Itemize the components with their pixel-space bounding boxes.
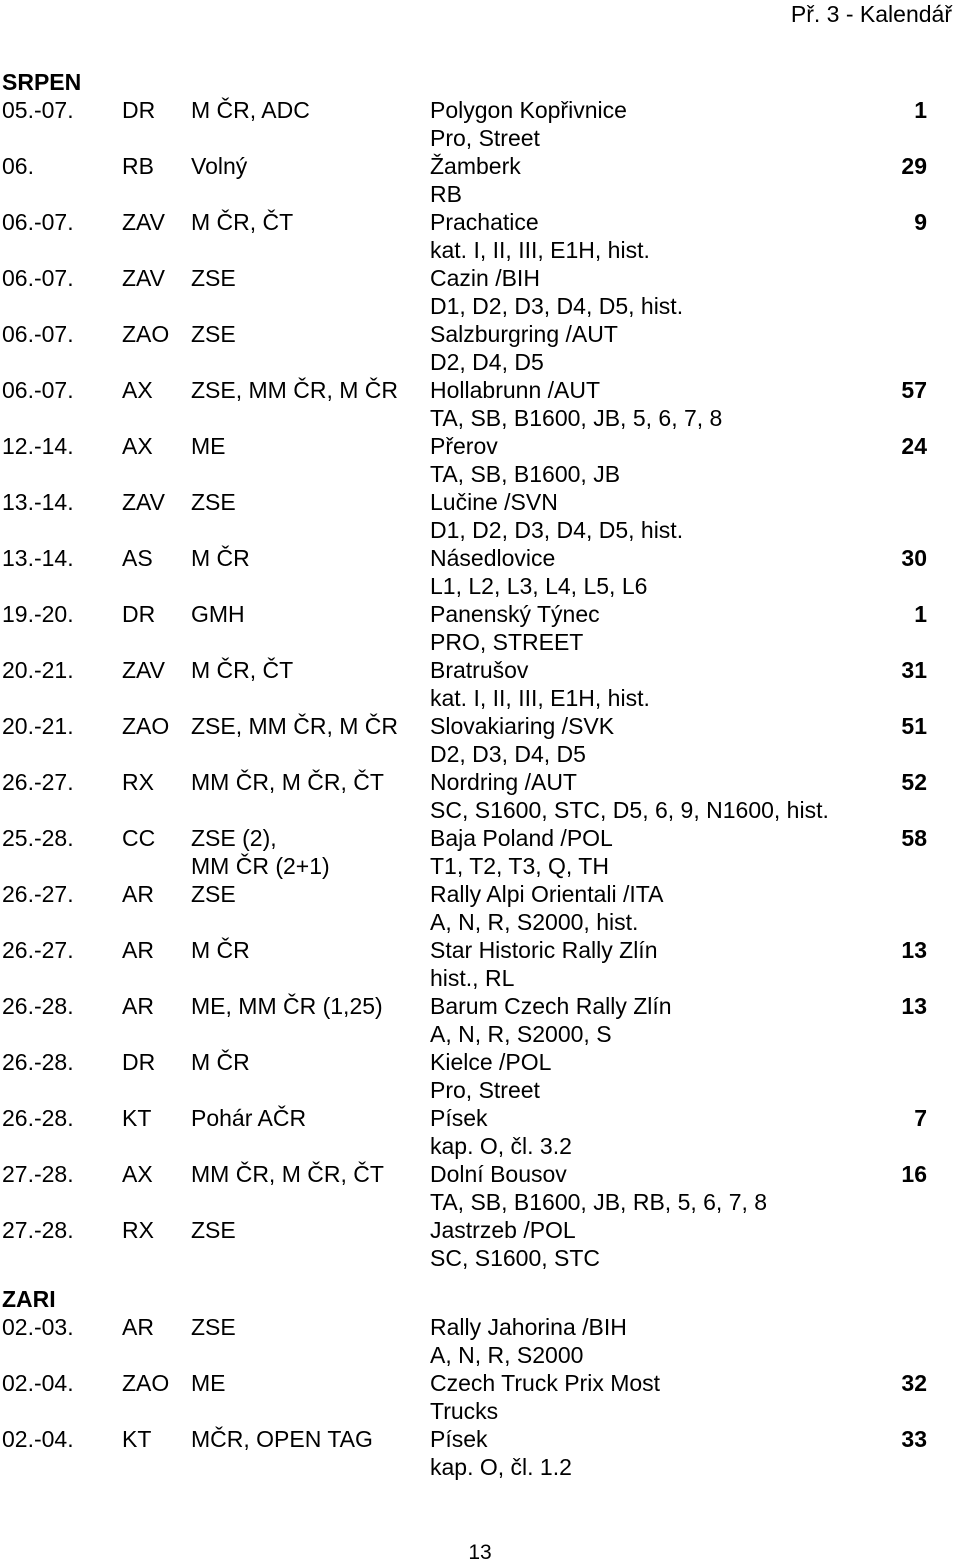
entry-location: Panenský Týnec [430, 601, 600, 627]
entry-location: Rally Jahorina /BIH [430, 1314, 627, 1340]
entry-category: ZSE [191, 1314, 236, 1340]
entry-location: Barum Czech Rally Zlín [430, 993, 672, 1019]
calendar-entry [0, 1160, 960, 1216]
entry-number: 57 [901, 377, 927, 403]
entry-location: Kielce /POL [430, 1049, 552, 1075]
entry-classes: RB [430, 181, 462, 207]
entry-number: 1 [914, 601, 927, 627]
calendar-entry [0, 1369, 960, 1425]
entry-location: Star Historic Rally Zlín [430, 937, 658, 963]
entry-location: Nordring /AUT [430, 769, 577, 795]
entry-location: Salzburgring /AUT [430, 321, 618, 347]
entry-type: ZAV [122, 657, 166, 683]
entry-date: 06.-07. [2, 209, 74, 235]
entry-number: 32 [901, 1370, 927, 1396]
entry-number: 24 [901, 433, 927, 459]
entry-type: AR [122, 937, 154, 963]
calendar-entry [0, 768, 960, 824]
entry-number: 33 [901, 1426, 927, 1452]
entry-category: ZSE, MM ČR, M ČR [191, 713, 398, 739]
entry-date: 26.-27. [2, 881, 74, 907]
entry-type: CC [122, 825, 156, 851]
entry-date: 06.-07. [2, 377, 74, 403]
entry-category: Volný [191, 153, 248, 179]
entry-type: KT [122, 1105, 152, 1131]
entry-location: Žamberk [430, 153, 521, 179]
entry-number: 51 [901, 713, 927, 739]
entry-category: ZSE, MM ČR, M ČR [191, 377, 398, 403]
entry-number: 13 [901, 993, 927, 1019]
entry-category: M ČR, ČT [191, 209, 294, 235]
entry-classes: L1, L2, L3, L4, L5, L6 [430, 573, 648, 599]
entry-classes: A, N, R, S2000 [430, 1342, 584, 1368]
entry-date: 20.-21. [2, 713, 74, 739]
entry-date: 26.-28. [2, 1105, 74, 1131]
entry-classes: kat. I, II, III, E1H, hist. [430, 237, 650, 263]
entry-number: 7 [914, 1105, 927, 1131]
entry-location: Prachatice [430, 209, 539, 235]
calendar-entry [0, 824, 960, 880]
entry-number: 31 [901, 657, 927, 683]
entry-classes: TA, SB, B1600, JB, RB, 5, 6, 7, 8 [430, 1189, 768, 1215]
entry-type: DR [122, 1049, 156, 1075]
calendar-entry [0, 152, 960, 208]
entry-date: 02.-03. [2, 1314, 74, 1340]
entry-category: MM ČR, M ČR, ČT [191, 769, 384, 795]
entry-number: 29 [901, 153, 927, 179]
calendar-entry [0, 936, 960, 992]
calendar-entry [0, 880, 960, 936]
calendar-entry [0, 432, 960, 488]
entry-type: ZAO [122, 321, 170, 347]
entry-type: ZAV [122, 265, 166, 291]
entry-date: 12.-14. [2, 433, 74, 459]
entry-classes: SC, S1600, STC, D5, 6, 9, N1600, hist. [430, 797, 829, 823]
entry-date: 02.-04. [2, 1370, 74, 1396]
entry-location: Přerov [430, 433, 498, 459]
month-heading: SRPEN [2, 69, 82, 95]
calendar-entry [0, 712, 960, 768]
entry-location: Baja Poland /POL [430, 825, 613, 851]
section-gap [0, 1272, 960, 1285]
entry-category: ZSE [191, 265, 236, 291]
calendar-entry [0, 208, 960, 264]
entry-date: 26.-28. [2, 1049, 74, 1075]
entry-category: Pohár AČR [191, 1105, 307, 1131]
entry-location: Hollabrunn /AUT [430, 377, 601, 403]
entry-location: Slovakiaring /SVK [430, 713, 615, 739]
calendar-entry [0, 992, 960, 1048]
entry-type: ZAO [122, 713, 170, 739]
entry-classes: A, N, R, S2000, hist. [430, 909, 639, 935]
entry-category: MČR, OPEN TAG [191, 1426, 373, 1452]
calendar-entry [0, 1048, 960, 1104]
entry-category: ZSE (2), [191, 825, 277, 851]
entry-number: 1 [914, 97, 927, 123]
entry-type: RB [122, 153, 154, 179]
entry-location: Písek [430, 1426, 488, 1452]
entry-classes: kap. O, čl. 3.2 [430, 1133, 572, 1159]
entry-category: ME, MM ČR (1,25) [191, 993, 383, 1019]
calendar-entry [0, 376, 960, 432]
entry-number: 52 [901, 769, 927, 795]
page-header-title: Př. 3 - Kalendář [790, 1, 952, 27]
entry-type: RX [122, 769, 154, 795]
entry-category: ZSE [191, 321, 236, 347]
entry-date: 19.-20. [2, 601, 74, 627]
page-number: 13 [468, 1541, 492, 1564]
entry-category: M ČR, ADC [191, 97, 310, 123]
calendar-entry [0, 320, 960, 376]
entry-date: 05.-07. [2, 97, 74, 123]
entry-date: 13.-14. [2, 545, 74, 571]
entry-type: KT [122, 1426, 152, 1452]
entry-category: ZSE [191, 489, 236, 515]
calendar-entry [0, 264, 960, 320]
entry-location: Czech Truck Prix Most [430, 1370, 661, 1396]
entry-classes: D2, D3, D4, D5 [430, 741, 586, 767]
entry-type: AX [122, 433, 153, 459]
entry-date: 26.-27. [2, 769, 74, 795]
entry-classes: Pro, Street [430, 125, 540, 151]
entry-date: 25.-28. [2, 825, 74, 851]
entry-classes: TA, SB, B1600, JB, 5, 6, 7, 8 [430, 405, 723, 431]
entry-number: 9 [914, 209, 927, 235]
entry-location: Bratrušov [430, 657, 529, 683]
entry-date: 06. [2, 153, 34, 179]
entry-date: 06.-07. [2, 265, 74, 291]
entry-classes: D1, D2, D3, D4, D5, hist. [430, 517, 684, 543]
entry-date: 06.-07. [2, 321, 74, 347]
entry-type: AR [122, 993, 154, 1019]
entry-type: AX [122, 377, 153, 403]
entry-location: Polygon Kopřivnice [430, 97, 627, 123]
calendar-entry [0, 488, 960, 544]
entry-location: Jastrzeb /POL [430, 1217, 576, 1243]
entry-location: Rally Alpi Orientali /ITA [430, 881, 664, 907]
entry-classes: TA, SB, B1600, JB [430, 461, 621, 487]
entry-category: M ČR [191, 545, 250, 571]
entry-date: 13.-14. [2, 489, 74, 515]
entry-number: 58 [901, 825, 927, 851]
entry-location: Násedlovice [430, 545, 556, 571]
entry-category: M ČR [191, 1049, 250, 1075]
entry-date: 27.-28. [2, 1161, 74, 1187]
entry-category: M ČR [191, 937, 250, 963]
entry-category-continued: MM ČR (2+1) [191, 853, 330, 879]
entry-location: Písek [430, 1105, 488, 1131]
calendar-entry [0, 1216, 960, 1272]
entry-classes: PRO, STREET [430, 629, 584, 655]
calendar-entry [0, 1313, 960, 1369]
entry-category: ME [191, 1370, 226, 1396]
entry-number: 13 [901, 937, 927, 963]
entry-type: RX [122, 1217, 154, 1243]
entry-date: 02.-04. [2, 1426, 74, 1452]
entry-classes: A, N, R, S2000, S [430, 1021, 612, 1047]
entry-date: 26.-28. [2, 993, 74, 1019]
entry-classes: kap. O, čl. 1.2 [430, 1454, 572, 1480]
entry-location: Dolní Bousov [430, 1161, 567, 1187]
entry-category: M ČR, ČT [191, 657, 294, 683]
entry-type: DR [122, 97, 156, 123]
calendar-entry [0, 1425, 960, 1481]
entry-date: 27.-28. [2, 1217, 74, 1243]
entry-classes: Trucks [430, 1398, 499, 1424]
entry-date: 26.-27. [2, 937, 74, 963]
entry-type: AR [122, 881, 154, 907]
calendar-entry [0, 1104, 960, 1160]
calendar-entry [0, 96, 960, 152]
entry-number: 30 [901, 545, 927, 571]
entry-date: 20.-21. [2, 657, 74, 683]
entry-classes: D2, D4, D5 [430, 349, 544, 375]
calendar-entry [0, 600, 960, 656]
entry-type: AX [122, 1161, 153, 1187]
entry-category: ZSE [191, 881, 236, 907]
entry-category: ZSE [191, 1217, 236, 1243]
entry-classes: hist., RL [430, 965, 515, 991]
calendar-entry [0, 656, 960, 712]
entry-type: ZAV [122, 209, 166, 235]
entry-location: Cazin /BIH [430, 265, 540, 291]
entry-classes: Pro, Street [430, 1077, 540, 1103]
entry-type: AS [122, 545, 153, 571]
entry-classes: kat. I, II, III, E1H, hist. [430, 685, 650, 711]
entry-type: ZAO [122, 1370, 170, 1396]
entry-location: Lučine /SVN [430, 489, 558, 515]
calendar-entry [0, 544, 960, 600]
entry-classes: SC, S1600, STC [430, 1245, 601, 1271]
month-heading: ZARI [2, 1286, 56, 1312]
entry-type: ZAV [122, 489, 166, 515]
entry-type: DR [122, 601, 156, 627]
entry-category: ME [191, 433, 226, 459]
entry-category: GMH [191, 601, 245, 627]
calendar-list [0, 68, 960, 1481]
entry-number: 16 [901, 1161, 927, 1187]
entry-classes: D1, D2, D3, D4, D5, hist. [430, 293, 684, 319]
entry-classes: T1, T2, T3, Q, TH [430, 853, 609, 879]
entry-type: AR [122, 1314, 154, 1340]
entry-category: MM ČR, M ČR, ČT [191, 1161, 384, 1187]
